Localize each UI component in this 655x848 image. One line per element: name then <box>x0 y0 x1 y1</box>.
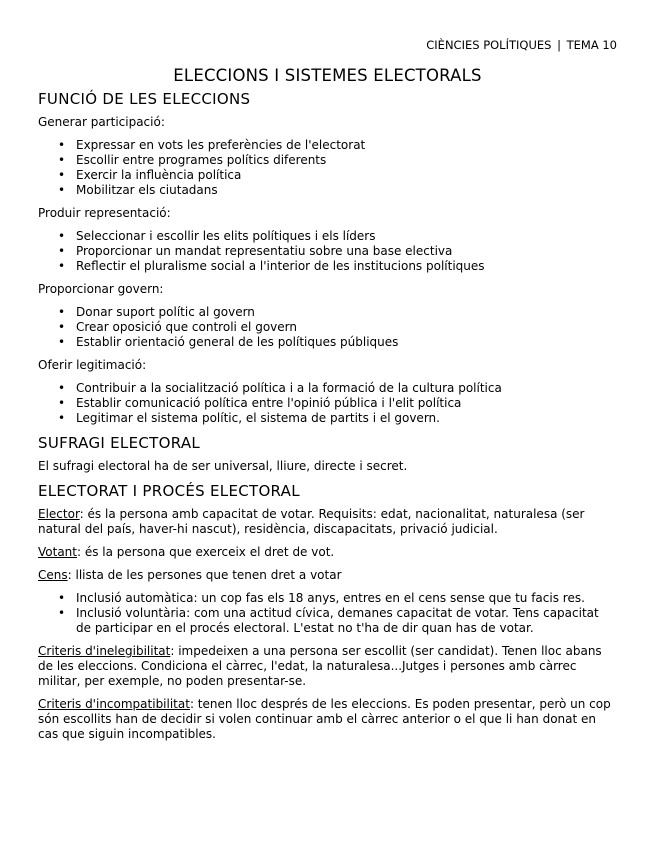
header-separator: | <box>557 38 561 52</box>
list-item: • Legitimar el sistema polític, el sistema de partits i el govern. <box>76 411 617 426</box>
paragraph-cens <box>38 568 617 583</box>
section-heading-funcio: FUNCIÓ DE LES ELECCIONS <box>38 90 251 108</box>
section-heading-sufragi: SUFRAGI ELECTORAL <box>38 434 201 452</box>
bullet-list <box>38 591 617 636</box>
definition-votant: : és la persona que exerceix el dret de vot. <box>77 545 335 559</box>
definition-cens: : llista de les persones que tenen dret a votar <box>67 568 342 582</box>
document-title: ELECCIONS I SISTEMES ELECTORALS <box>173 66 482 85</box>
header-subject: CIÈNCIES POLÍTIQUES <box>426 38 552 52</box>
term-votant: Votant <box>38 545 77 559</box>
list-item: • Establir comunicació política entre l'opinió pública i l'elit política <box>76 396 617 411</box>
term-inelegibilitat: Criteris d'inelegibilitat <box>38 644 171 658</box>
list-item: • Inclusió voluntària: com una actitud cívica, demanes capacitat de votar. Tens capacitat de participar en el procés electoral. L'estat no t'ha de dir quan has de votar. <box>76 606 617 636</box>
paragraph-elector <box>38 507 617 537</box>
page-header <box>426 38 617 52</box>
list-item: • Crear oposició que controli el govern <box>76 320 617 335</box>
list-item: • Seleccionar i escollir les elits polítiques i els líders <box>76 229 617 244</box>
list-item: • Mobilitzar els ciutadans <box>76 183 617 198</box>
term-incompatibilitat: Criteris d'incompatibilitat <box>38 697 190 711</box>
definition-elector: : és la persona amb capacitat de votar. Requisits: edat, nacionalitat, naturalesa (ser natural del país, haver-hi nascut), residència, discapacitats, privació judicial. <box>38 507 585 536</box>
term-elector: Elector <box>38 507 80 521</box>
list-item: • Donar suport polític al govern <box>76 305 617 320</box>
list-item: • Expressar en vots les preferències de l'electorat <box>76 138 617 153</box>
paragraph-votant <box>38 545 617 560</box>
paragraph-incompatibilitat <box>38 697 617 742</box>
group-label: Proporcionar govern: <box>38 282 164 296</box>
bullet-list <box>38 229 617 274</box>
bullet-list <box>38 381 617 426</box>
list-item: • Proporcionar un mandat representatiu sobre una base electiva <box>76 244 617 259</box>
list-item: • Escollir entre programes polítics diferents <box>76 153 617 168</box>
section-heading-electorat: ELECTORAT I PROCÉS ELECTORAL <box>38 482 300 500</box>
definition-inelegibilitat: : impedeixen a una persona ser escollit (ser candidat). Tenen lloc abans de les eleccions. Condiciona el càrrec, l'edat, la naturalesa...Jutges i persones amb càrrec militar, per exemple, no poden presentar-se. <box>38 644 602 688</box>
list-item: • Contribuir a la socialització política i a la formació de la cultura política <box>76 381 617 396</box>
bullet-list <box>38 138 617 198</box>
paragraph-sufragi: El sufragi electoral ha de ser universal, lliure, directe i secret. <box>38 459 408 473</box>
definition-incompatibilitat: : tenen lloc després de les eleccions. Es poden presentar, però un cop són escollits han de decidir si volen continuar amb el càrrec anterior o el que li han donat en cas que siguin incompatibles. <box>38 697 611 741</box>
list-item: • Exercir la influència política <box>76 168 617 183</box>
group-label: Produir representació: <box>38 206 171 220</box>
list-item: • Inclusió automàtica: un cop fas els 18 anys, entres en el cens sense que tu facis res. <box>76 591 617 606</box>
group-label: Oferir legitimació: <box>38 358 147 372</box>
bullet-list <box>38 305 617 350</box>
list-item: • Establir orientació general de les polítiques públiques <box>76 335 617 350</box>
header-topic: TEMA 10 <box>566 38 617 52</box>
term-cens: Cens <box>38 568 68 582</box>
list-item: • Reflectir el pluralisme social a l'interior de les institucions polítiques <box>76 259 617 274</box>
paragraph-inelegibilitat <box>38 644 617 689</box>
group-label: Generar participació: <box>38 115 165 129</box>
